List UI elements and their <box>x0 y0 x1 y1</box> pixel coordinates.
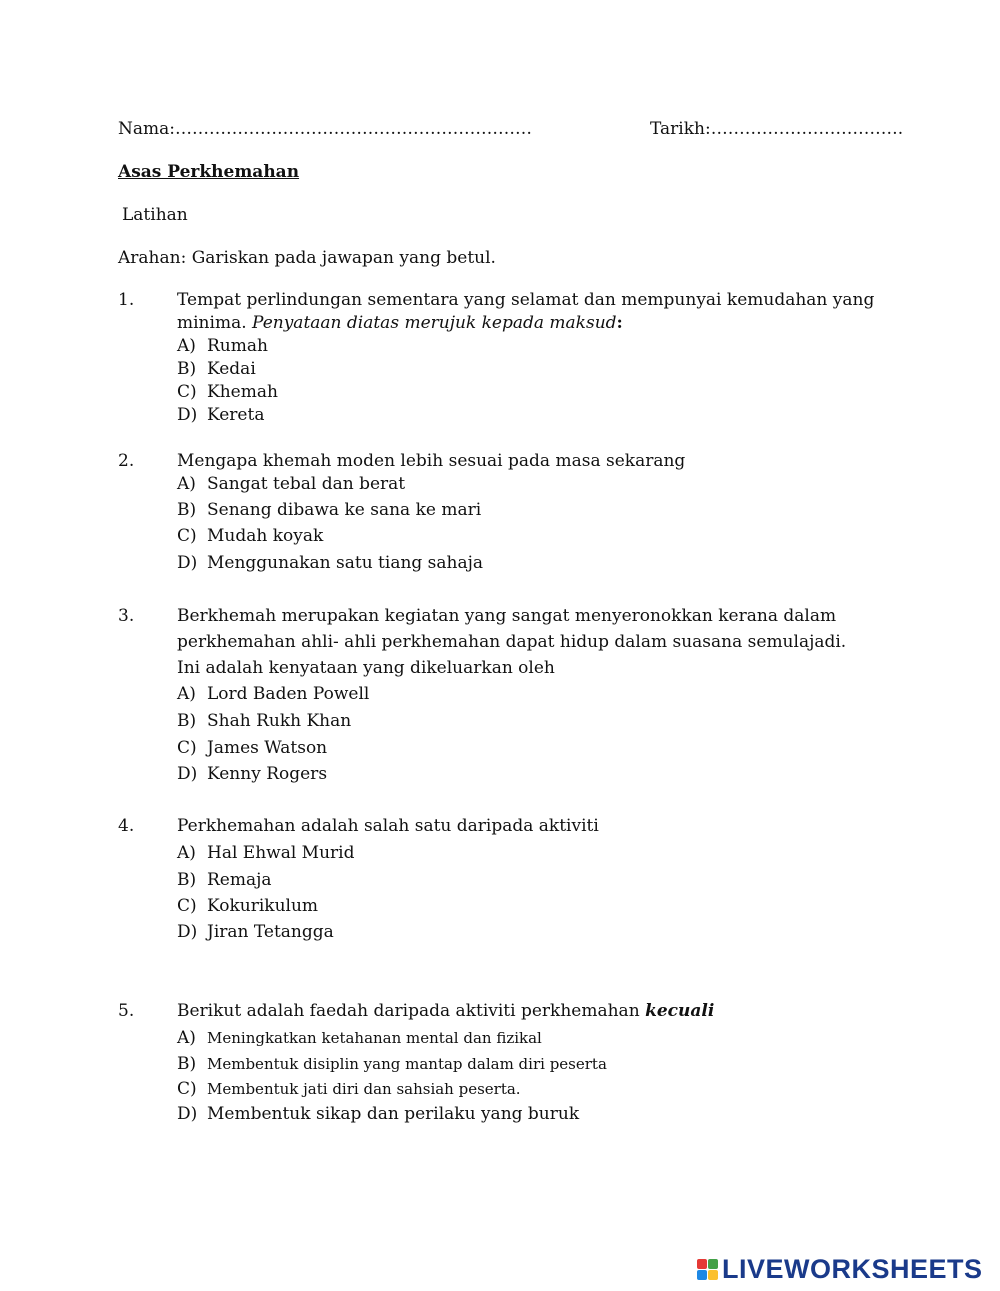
name-field-label: Nama:……………………………………………………… <box>118 119 532 139</box>
option-text: Lord Baden Powell <box>207 684 370 704</box>
answer-option[interactable] <box>177 763 327 785</box>
answer-option[interactable] <box>177 921 334 943</box>
answer-option[interactable] <box>177 381 278 403</box>
question-number: 1. <box>118 290 135 310</box>
answer-option[interactable] <box>177 1078 521 1100</box>
answer-option[interactable] <box>177 895 318 917</box>
option-text: Hal Ehwal Murid <box>207 843 355 863</box>
option-text: Kenny Rogers <box>207 764 328 784</box>
answer-option[interactable] <box>177 1027 542 1049</box>
option-text: Membentuk sikap dan perilaku yang buruk <box>207 1104 580 1124</box>
answer-option[interactable] <box>177 525 323 547</box>
option-letter: A) <box>177 336 196 356</box>
liveworksheets-logo[interactable] <box>697 1254 983 1284</box>
option-text: Jiran Tetangga <box>207 922 334 942</box>
logo-square <box>697 1270 707 1280</box>
worksheet-title: Asas Perkhemahan <box>118 162 300 182</box>
question-text: Berkhemah merupakan kegiatan yang sangat menyeronokkan kerana dalam <box>177 606 837 626</box>
option-letter: C) <box>177 526 197 546</box>
question-text <box>177 1000 714 1022</box>
option-letter: C) <box>177 1079 197 1099</box>
date-field-label: Tarikh:……………………………. <box>650 119 904 139</box>
answer-option[interactable] <box>177 499 481 521</box>
option-text: Membentuk jati diri dan sahsiah peserta. <box>207 1080 521 1098</box>
option-letter: D) <box>177 405 198 425</box>
answer-option[interactable] <box>177 473 405 495</box>
option-text: James Watson <box>207 738 328 758</box>
option-text: Sangat tebal dan berat <box>207 474 406 494</box>
option-letter: B) <box>177 1054 197 1074</box>
logo-mark-icon <box>697 1259 718 1280</box>
option-text: Kedai <box>207 359 256 379</box>
option-letter: B) <box>177 711 197 731</box>
question-text <box>177 312 623 334</box>
option-letter: A) <box>177 843 196 863</box>
option-letter: A) <box>177 474 196 494</box>
answer-option[interactable] <box>177 683 369 705</box>
option-letter: C) <box>177 738 197 758</box>
option-text: Membentuk disiplin yang mantap dalam diri peserta <box>207 1055 607 1073</box>
option-text: Shah Rukh Khan <box>207 711 352 731</box>
question-text: Tempat perlindungan sementara yang selamat dan mempunyai kemudahan yang <box>177 290 875 310</box>
option-letter: B) <box>177 359 197 379</box>
option-text: Menggunakan satu tiang sahaja <box>207 553 484 573</box>
option-text: Meningkatkan ketahanan mental dan fizikal <box>207 1029 542 1047</box>
answer-option[interactable] <box>177 1053 607 1075</box>
question-text-plain: minima. <box>177 313 253 333</box>
answer-option[interactable] <box>177 737 327 759</box>
question-text: Ini adalah kenyataan yang dikeluarkan oleh <box>177 658 555 678</box>
option-letter: B) <box>177 500 197 520</box>
option-letter: D) <box>177 764 198 784</box>
question-text-italic: Penyataan diatas merujuk kepada maksud <box>252 313 617 333</box>
logo-text: LIVEWORKSHEETS <box>722 1253 983 1284</box>
option-letter: A) <box>177 684 196 704</box>
instruction-text: Arahan: Gariskan pada jawapan yang betul. <box>118 248 496 268</box>
question-text: Perkhemahan adalah salah satu daripada aktiviti <box>177 816 599 836</box>
question-number: 3. <box>118 606 135 626</box>
answer-option[interactable] <box>177 1103 579 1125</box>
option-letter: A) <box>177 1028 196 1048</box>
question-number: 2. <box>118 451 135 471</box>
option-letter: C) <box>177 382 197 402</box>
question-text: perkhemahan ahli- ahli perkhemahan dapat hidup dalam suasana semulajadi. <box>177 632 847 652</box>
logo-square <box>708 1270 718 1280</box>
option-text: Remaja <box>207 870 272 890</box>
answer-option[interactable] <box>177 710 351 732</box>
option-text: Khemah <box>207 382 278 402</box>
question-text: Mengapa khemah moden lebih sesuai pada masa sekarang <box>177 451 686 471</box>
answer-option[interactable] <box>177 335 268 357</box>
option-text: Senang dibawa ke sana ke mari <box>207 500 482 520</box>
answer-option[interactable] <box>177 842 355 864</box>
question-text-plain: Berikut adalah faedah daripada aktiviti perkhemahan <box>177 1001 646 1021</box>
answer-option[interactable] <box>177 358 256 380</box>
question-emphasis: kecuali <box>645 1001 715 1021</box>
option-text: Kereta <box>207 405 265 425</box>
logo-square <box>708 1259 718 1269</box>
answer-option[interactable] <box>177 552 483 574</box>
option-letter: D) <box>177 1104 198 1124</box>
option-letter: D) <box>177 922 198 942</box>
worksheet-subtitle: Latihan <box>122 205 188 225</box>
option-text: Kokurikulum <box>207 896 319 916</box>
option-text: Rumah <box>207 336 268 356</box>
question-number: 5. <box>118 1001 135 1021</box>
question-text-colon: : <box>616 313 623 333</box>
answer-option[interactable] <box>177 404 264 426</box>
option-text: Mudah koyak <box>207 526 324 546</box>
answer-option[interactable] <box>177 869 272 891</box>
option-letter: B) <box>177 870 197 890</box>
option-letter: C) <box>177 896 197 916</box>
question-number: 4. <box>118 816 135 836</box>
logo-square <box>697 1259 707 1269</box>
option-letter: D) <box>177 553 198 573</box>
